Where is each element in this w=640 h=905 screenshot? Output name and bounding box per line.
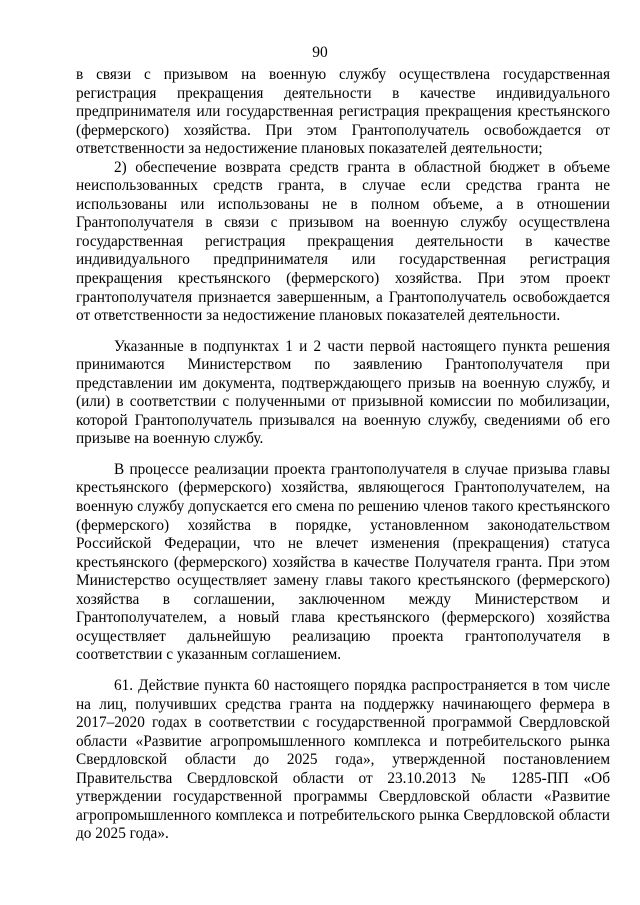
document-body [76,66,610,844]
paragraph-head-replacement: В процессе реализации проекта грантополучателя в случае призыва главы крестьянского (фермерского) хозяйства, являющегося Грантополучателем, на военную службу допускается его смена по решению членов такого крестьянского (фермерского) хозяйства в порядке, установленном законодательством Российской Федерации, что не влечет изменения (прекращения) статуса крестьянского (фермерского) хозяйства в качестве Получателя гранта. При этом Министерство осуществляет замену главы такого крестьянского (фермерского) хозяйства в соглашении, заключенном между Министерством и Грантополучателем, а новый глава крестьянского (фермерского) хозяйства осуществляет дальнейшую реализацию проекта грантополучателя в соответствии с указанным соглашением. [76,460,610,664]
paragraph-decisions: Указанные в подпунктах 1 и 2 части первой настоящего пункта решения принимаются Министерством по заявлению Грантополучателя при представлении им документа, подтверждающего призыв на военную службу, и (или) в соответствии с полученными от призывной комиссии по мобилизации, которой Грантополучатель призывался на военную службу, сведениями об его призыве на военную службу. [76,337,610,448]
paragraph-item-61: 61. Действие пункта 60 настоящего порядка распространяется в том числе на лиц, получивших средства гранта на поддержку начинающего фермера в 2017–2020 годах в соответствии с государственной программой Свердловской области «Развитие агропромышленного комплекса и потребительского рынка Свердловской области до 2025 года», утвержденной постановлением Правительства Свердловской области от 23.10.2013 № 1285-ПП «Об утверждении государственной программы Свердловской области «Развитие агропромышленного комплекса и потребительского рынка Свердловской области до 2025 года». [76,676,610,843]
paragraph-item-2: 2) обеспечение возврата средств гранта в областной бюджет в объеме неиспользованных средств гранта, в случае если средства гранта не использованы или использованы не в полном объеме, а в отношении Грантополучателя в связи с призывом на военную службу осуществлена государственная регистрация прекращения деятельности в качестве индивидуального предпринимателя или государственная регистрация прекращения крестьянского (фермерского) хозяйства. При этом проект грантополучателя признается завершенным, а Грантополучатель освобождается от ответственности за недостижение плановых показателей деятельности. [76,158,610,325]
page-number: 90 [312,44,328,61]
paragraph-continuation: в связи с призывом на военную службу осуществлена государственная регистрация прекращения деятельности в качестве индивидуального предпринимателя или государственная регистрация прекращения крестьянского (фермерского) хозяйства. При этом Грантополучатель освобождается от ответственности за недостижение плановых показателей деятельности; [76,66,610,158]
